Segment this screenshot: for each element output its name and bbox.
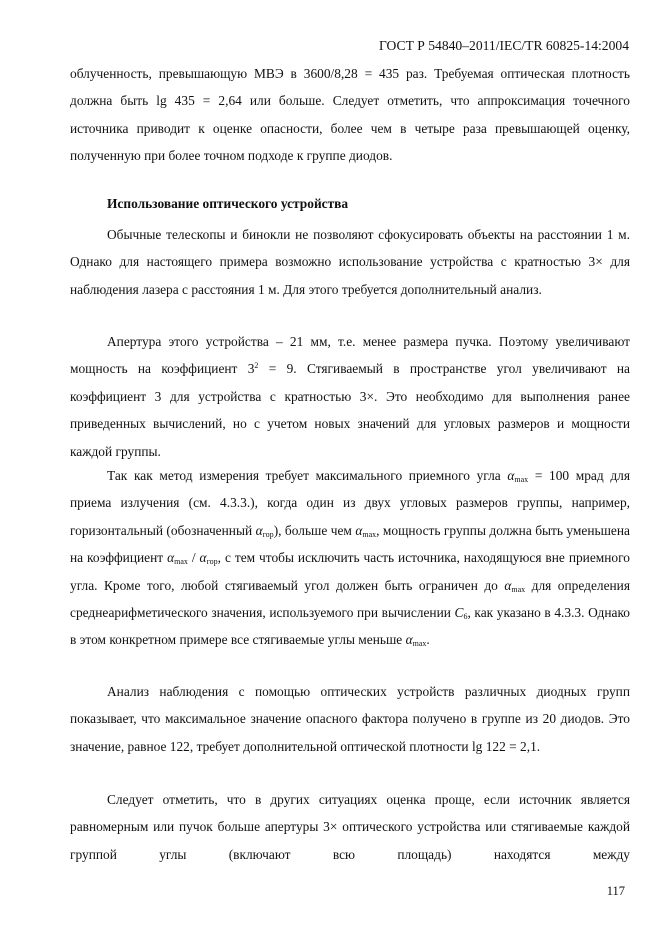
subscript-max: max — [412, 639, 427, 649]
alpha-symbol: α — [167, 550, 175, 566]
paragraph-aperture — [70, 328, 630, 465]
subscript-max: max — [362, 529, 377, 539]
paragraph-analysis: Анализ наблюдения с помощью оптических устройств различных диодных групп показывает, что максимальное значение опасного фактора получено в группе из 20 диодов. Это значение, равное 122, требует дополнительной оптической плотности lg 122 = 2,1. — [70, 684, 630, 754]
text-span: Так как метод измерения требует максимального приемного угла — [107, 468, 508, 483]
text-span: Апертура этого устройства – 21 мм, т.е. менее размера пучка. Поэтому увеличивают мощность на коэффициент 3 — [70, 334, 630, 377]
text-span: , мощность группы должна быть уменьшена на коэффициент — [70, 522, 630, 566]
paragraph-note: Следует отметить, что в других ситуациях оценка проще, если источник является равномерным или пучок больше апертуры 3× оптического устройства или стягиваемые каждой группой углы (включают всю площадь) находятся между — [70, 792, 630, 862]
text-span: ), больше чем — [273, 522, 356, 538]
text-span: = 9. Стягиваемый в пространстве угол увеличивают на коэффициент 3 для устройства с кратностью 3×. Это необходимо для выполнения ранее приведенных вычислений, но с учетом новых значений для угловых размеров и мощности каждой группы. — [70, 361, 630, 459]
paragraph-telescopes: Обычные телескопы и бинокли не позволяют сфокусировать объекты на расстоянии 1 м. Однако для настоящего примера возможно использование устройства с кратностью 3× для наблюдения лазера с расстояния 1 м. Для этого требуется дополнительный анализ. — [70, 227, 630, 297]
text-span: = 100 мрад для приема излучения (см. 4.3.3.), когда один из двух угловых размеров группы, например, горизонтальный (обозначенный — [70, 468, 630, 538]
alpha-symbol: α — [255, 522, 263, 538]
subscript-hor: гор — [262, 529, 274, 539]
page-number: 117 — [606, 884, 625, 898]
paragraph-receiving-angle — [70, 462, 630, 654]
superscript: 2 — [254, 361, 259, 371]
subscript-max: max — [511, 584, 526, 594]
subscript-max: max — [514, 475, 529, 484]
section-heading: Использование оптического устройства — [107, 196, 349, 211]
text-span: для определения среднеарифметического значения, используемого при вычислении — [70, 577, 631, 621]
text-span: , как указано в 4.3.3. Однако в этом конкретном примере все стягиваемые углы меньше — [70, 605, 631, 648]
text-span: . — [426, 632, 430, 648]
subscript-hor: гор — [206, 557, 218, 567]
standard-header: ГОСТ Р 54840–2011/IEC/TR 60825-14:2004 — [379, 38, 629, 53]
alpha-symbol: α — [355, 522, 363, 538]
text-span: / — [187, 550, 200, 566]
subscript-max: max — [174, 557, 188, 567]
alpha-symbol: α — [507, 468, 515, 483]
alpha-symbol: α — [405, 632, 413, 648]
subscript-6: 6 — [463, 612, 468, 622]
c-symbol: C — [454, 605, 464, 621]
paragraph-point-source: облученность, превышающую МВЭ в 3600/8,28 = 435 раз. Требуемая оптическая плотность должна быть lg 435 = 2,64 или больше. Следует отметить, что аппроксимация точечного источника приводит к оценке опасности, более чем в четыре раза превышающей оценку, полученную при более точном подходе к группе диодов. — [70, 66, 630, 164]
alpha-symbol: α — [199, 550, 207, 566]
text-span: , с тем чтобы исключить часть источника, находящуюся вне приемного угла. Кроме того, любой стягиваемый угол должен быть ограничен до — [70, 550, 630, 593]
alpha-symbol: α — [504, 577, 512, 593]
